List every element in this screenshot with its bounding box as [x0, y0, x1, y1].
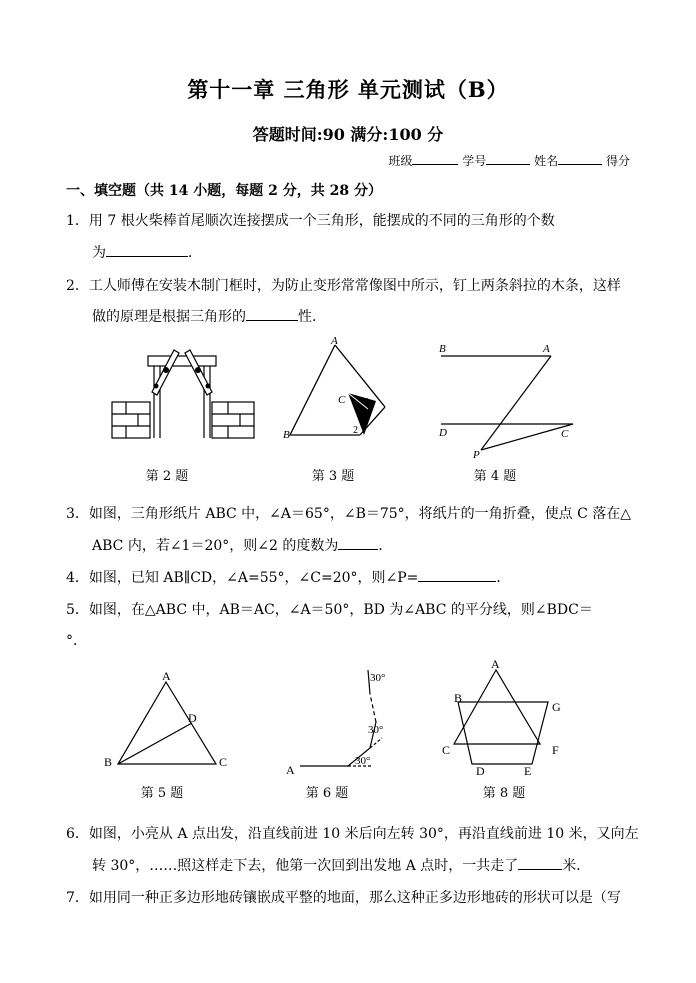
figure-8-star-hexagon: [436, 656, 576, 778]
answer-blank: [106, 243, 188, 257]
figure-5-isosceles-triangle: [100, 668, 240, 772]
label-G: G: [552, 700, 561, 714]
angle-label-3: 30°: [370, 672, 386, 684]
question-6-line-1: 6．如图，小亮从 A 点出发，沿直线前进 10 米后向左转 30°，再沿直线前进 10 米，又向左: [66, 826, 639, 842]
class-label: 班级: [388, 154, 413, 168]
label-A: A: [491, 657, 500, 671]
label-A: A: [543, 343, 550, 355]
figure-4-parallel-lines: [433, 340, 583, 462]
name-label: 姓名: [534, 154, 559, 168]
label-angle-1: 1: [365, 397, 370, 408]
label-A: A: [331, 335, 338, 347]
label-B: B: [283, 429, 290, 441]
label-D: D: [476, 764, 485, 778]
label-E: E: [524, 764, 532, 778]
student-info: [388, 152, 630, 169]
label-B: B: [439, 343, 446, 355]
caption-figure-8: 第 8 题: [482, 786, 526, 801]
answer-blank: [338, 536, 378, 550]
angle-label-2: 30°: [368, 724, 384, 736]
caption-figure-2: 第 2 题: [145, 469, 189, 484]
label-A: A: [162, 669, 171, 683]
label-C: C: [219, 755, 228, 769]
label-P: P: [473, 449, 480, 461]
label-A: A: [286, 763, 295, 776]
exam-subtitle: 答题时间:90 满分:100 分: [252, 125, 444, 144]
label-angle-2: 2: [353, 425, 358, 436]
id-label: 学号: [462, 154, 487, 168]
label-C: C: [338, 394, 346, 406]
label-C: C: [442, 743, 451, 757]
figure-6-walking-path: [282, 664, 402, 776]
question-5-line-1: 5．如图，在△ABC 中，AB＝AC，∠A＝50°，BD 为∠ABC 的平分线，则∠BDC＝: [66, 602, 593, 618]
figure-2-door-frame: [108, 348, 258, 440]
question-4: 4．如图，已知 AB∥CD，∠A=55°，∠C=20°，则∠P= ．: [66, 570, 511, 586]
label-D: D: [188, 711, 197, 725]
question-7-line-1: 7．如用同一种正多边形地砖镶嵌成平整的地面，那么这种正多边形地砖的形状可以是（写: [66, 890, 621, 906]
question-5-line-2: °．: [66, 633, 87, 649]
angle-label-1: 30°: [355, 755, 371, 767]
label-D: D: [439, 427, 447, 439]
answer-blank: [246, 307, 298, 321]
figure-3-folded-triangle: [280, 335, 390, 445]
question-2-line-2: 做的原理是根据三角形的 性．: [92, 309, 326, 325]
question-2-line-1: 2．工人师傅在安装木制门框时，为防止变形常常像图中所示，钉上两条斜拉的木条，这样: [66, 278, 621, 294]
label-C: C: [561, 428, 569, 440]
caption-figure-3: 第 3 题: [311, 469, 355, 484]
question-1-line-2: 为 ．: [92, 245, 202, 261]
caption-figure-6: 第 6 题: [305, 786, 349, 801]
question-6-line-2: 转 30°，……照这样走下去，他第一次回到出发地 A 点时，一共走了 米．: [92, 858, 591, 874]
answer-blank: [518, 856, 562, 870]
answer-blank: [418, 568, 496, 582]
score-label: 得分: [605, 154, 630, 168]
page-title: 第十一章 三角形 单元测试（B）: [187, 77, 509, 102]
question-1-line-1: 1．用 7 根火柴棒首尾顺次连接摆成一个三角形，能摆成的不同的三角形的个数: [66, 213, 555, 229]
section-heading: 一、填空题（共 14 小题，每题 2 分，共 28 分）: [66, 183, 382, 199]
label-B: B: [104, 755, 113, 769]
caption-figure-4: 第 4 题: [473, 469, 517, 484]
caption-figure-5: 第 5 题: [140, 786, 184, 801]
label-F: F: [552, 743, 559, 757]
question-3-line-2: ABC 内，若∠1＝20°，则∠2 的度数为 ．: [92, 538, 393, 554]
label-B: B: [454, 691, 463, 705]
question-3-line-1: 3．如图，三角形纸片 ABC 中，∠A＝65°，∠B＝75°，将纸片的一角折叠，使点 C 落在△: [66, 506, 632, 522]
